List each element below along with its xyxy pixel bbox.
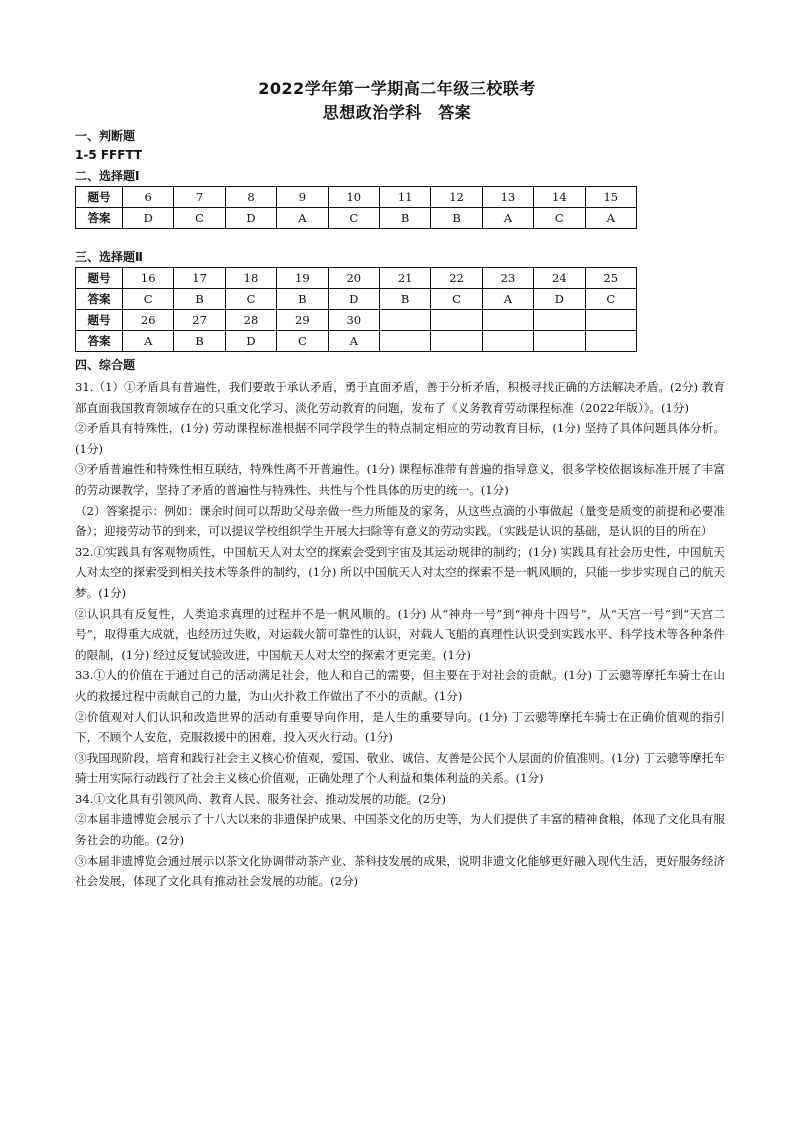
section-essay-title: 四、综合题 <box>75 358 136 372</box>
table-cell: 9 <box>277 187 328 208</box>
table-cell: B <box>174 331 225 352</box>
section-judgement-answer: 1-5 FFFTT <box>75 148 143 162</box>
table-row <box>76 289 637 310</box>
row-label-answer: 答案 <box>76 331 123 352</box>
choice2-table <box>75 267 637 352</box>
table-cell: B <box>379 289 430 310</box>
answer-paragraph: 31.（1）①矛盾具有普遍性，我们要敢于承认矛盾，勇于直面矛盾，善于分析矛盾，积极寻找正确的方法解决矛盾。(2分) 教育部直面我国教育领域存在的只重文化学习、淡化劳动教育的问题，发布了《义务教育劳动课程标准（2022年版）》。(1分) <box>75 380 725 415</box>
table-cell: C <box>174 208 225 229</box>
table-cell: A <box>585 208 636 229</box>
answer-paragraph: 32.①实践具有客观物质性，中国航天人对太空的探索会受到宇宙及其运动规律的制约；(1分) 实践具有社会历史性，中国航天人对太空的探索受到相关技术等条件的制约，(1分) 所以中国航天人对太空的探索不是一帆风顺的，只能一步步实现自己的航天梦。(1分) <box>75 544 725 600</box>
table-cell: D <box>225 331 276 352</box>
row-label-number: 题号 <box>76 310 123 331</box>
row-label-answer: 答案 <box>76 208 123 229</box>
table-cell: C <box>225 289 276 310</box>
table-cell: 11 <box>379 187 430 208</box>
section-choice1-title: 二、选择题Ⅰ <box>75 169 140 183</box>
table-cell: 6 <box>123 187 174 208</box>
table-cell: A <box>277 208 328 229</box>
answer-paragraph: ②矛盾具有特殊性，(1分) 劳动课程标准根据不同学段学生的特点制定相应的劳动教育目标，(1分) 坚持了具体问题具体分析。(1分) <box>75 421 725 456</box>
answer-paragraph: ③矛盾普遍性和特殊性相互联结，特殊性离不开普遍性。(1分) 课程标准带有普遍的指导意义，很多学校依据该标准开展了丰富的劳动课教学，坚持了矛盾的普遍性与特殊性、共性与个性具体的历史的统一。(1分) <box>75 462 725 497</box>
table-cell: 10 <box>328 187 379 208</box>
answer-paragraph: ③本届非遗博览会通过展示以茶文化协调带动茶产业、茶科技发展的成果，说明非遗文化能够更好融入现代生活，更好服务经济社会发展，体现了文化具有推动社会发展的功能。(2分) <box>75 853 725 889</box>
table-cell: 25 <box>585 268 636 289</box>
table-cell: C <box>277 331 328 352</box>
table-cell: 18 <box>225 268 276 289</box>
table-cell: D <box>328 289 379 310</box>
table-cell: 14 <box>534 187 585 208</box>
section-choice2-title: 三、选择题Ⅱ <box>75 250 143 264</box>
row-label-number: 题号 <box>76 187 123 208</box>
table-cell: 28 <box>225 310 276 331</box>
table-cell: C <box>534 208 585 229</box>
table-cell: A <box>328 331 379 352</box>
table-cell: C <box>585 289 636 310</box>
answer-paragraph: ②认识具有反复性，人类追求真理的过程并不是一帆风顺的。(1分) 从“神舟一号”到“神舟十四号”，从“天宫一号”到“天宫二号”，取得重大成就，也经历过失败，对运载火箭可靠性的认识，对载人飞船的真理性认识受到实践水平、科学技术等各种条件的限制，(1分) 经过反复试验改进，中国航天人对太空的探索才更完美。(1分) <box>75 606 725 662</box>
table-cell: D <box>123 208 174 229</box>
table-cell: 7 <box>174 187 225 208</box>
table-cell: 21 <box>379 268 430 289</box>
answer-paragraph: ②本届非遗博览会展示了十八大以来的非遗保护成果、中国茶文化的历史等，为人们提供了丰富的精神食粮，体现了文化具有服务社会的功能。(2分) <box>75 812 725 848</box>
row-label-number: 题号 <box>76 268 123 289</box>
table-cell: 17 <box>174 268 225 289</box>
table-row <box>76 187 637 208</box>
table-cell: 24 <box>534 268 585 289</box>
section-judgement-title: 一、判断题 <box>75 129 136 143</box>
table-cell <box>431 331 482 352</box>
table-cell: C <box>123 289 174 310</box>
table-cell: 16 <box>123 268 174 289</box>
choice1-table <box>75 186 637 229</box>
table-cell: 22 <box>431 268 482 289</box>
table-cell <box>482 310 533 331</box>
table-cell: 29 <box>277 310 328 331</box>
table-cell: B <box>277 289 328 310</box>
table-cell: C <box>431 289 482 310</box>
table-cell: C <box>328 208 379 229</box>
answer-paragraph: ③我国现阶段，培育和践行社会主义核心价值观，爱国、敬业、诚信、友善是公民个人层面的价值准则。(1分) 丁云骢等摩托车骑士用实际行动践行了社会主义核心价值观，正确处理了个人利益和集体利益的关系。(1分) <box>75 750 725 786</box>
table-cell: 27 <box>174 310 225 331</box>
answer-paragraph: 34.①文化具有引领风尚、教育人民、服务社会、推动发展的功能。(2分) <box>75 791 447 806</box>
table-cell: 20 <box>328 268 379 289</box>
table-cell: B <box>174 289 225 310</box>
table-cell <box>585 310 636 331</box>
table-cell: D <box>225 208 276 229</box>
table-cell: 23 <box>482 268 533 289</box>
table-cell <box>534 310 585 331</box>
table-cell: 12 <box>431 187 482 208</box>
table-cell <box>585 331 636 352</box>
table-cell: B <box>379 208 430 229</box>
page-title: 2022学年第一学期高二年级三校联考 <box>258 79 536 98</box>
table-row <box>76 268 637 289</box>
table-cell: A <box>482 208 533 229</box>
table-cell: 26 <box>123 310 174 331</box>
table-cell: 8 <box>225 187 276 208</box>
table-row <box>76 310 637 331</box>
table-cell <box>379 310 430 331</box>
answer-paragraph: ②价值观对人们认识和改造世界的活动有重要导向作用，是人生的重要导向。(1分) 丁云骢等摩托车骑士在正确价值观的指引下，不顾个人安危，克服救援中的困难，投入灭火行动。(1分) <box>75 709 725 745</box>
table-cell: B <box>431 208 482 229</box>
table-cell <box>534 331 585 352</box>
table-cell <box>379 331 430 352</box>
table-cell: A <box>123 331 174 352</box>
answer-paragraph: 33.①人的价值在于通过自己的活动满足社会，他人和自己的需要，但主要在于对社会的贡献。(1分) 丁云骢等摩托车骑士在山火的救援过程中贡献自己的力量，为山火扑救工作做出了不小的贡献。(1分) <box>75 668 725 703</box>
table-row <box>76 331 637 352</box>
table-cell <box>482 331 533 352</box>
page-subtitle: 思想政治学科 答案 <box>322 103 472 122</box>
answer-paragraph: （2）答案提示：例如：课余时间可以帮助父母亲做一些力所能及的家务，从这些点滴的小事做起（量变是质变的前提和必要准备）；迎接劳动节的到来，可以提议学校组织学生开展大扫除等有意义的劳动实践。（实践是认识的基础，是认识的目的所在） <box>75 503 725 539</box>
table-row <box>76 208 637 229</box>
row-label-answer: 答案 <box>76 289 123 310</box>
table-cell: D <box>534 289 585 310</box>
table-cell: 13 <box>482 187 533 208</box>
essay-answers <box>75 377 725 892</box>
table-cell: 30 <box>328 310 379 331</box>
table-cell: 15 <box>585 187 636 208</box>
table-cell <box>431 310 482 331</box>
table-cell: A <box>482 289 533 310</box>
table-cell: 19 <box>277 268 328 289</box>
